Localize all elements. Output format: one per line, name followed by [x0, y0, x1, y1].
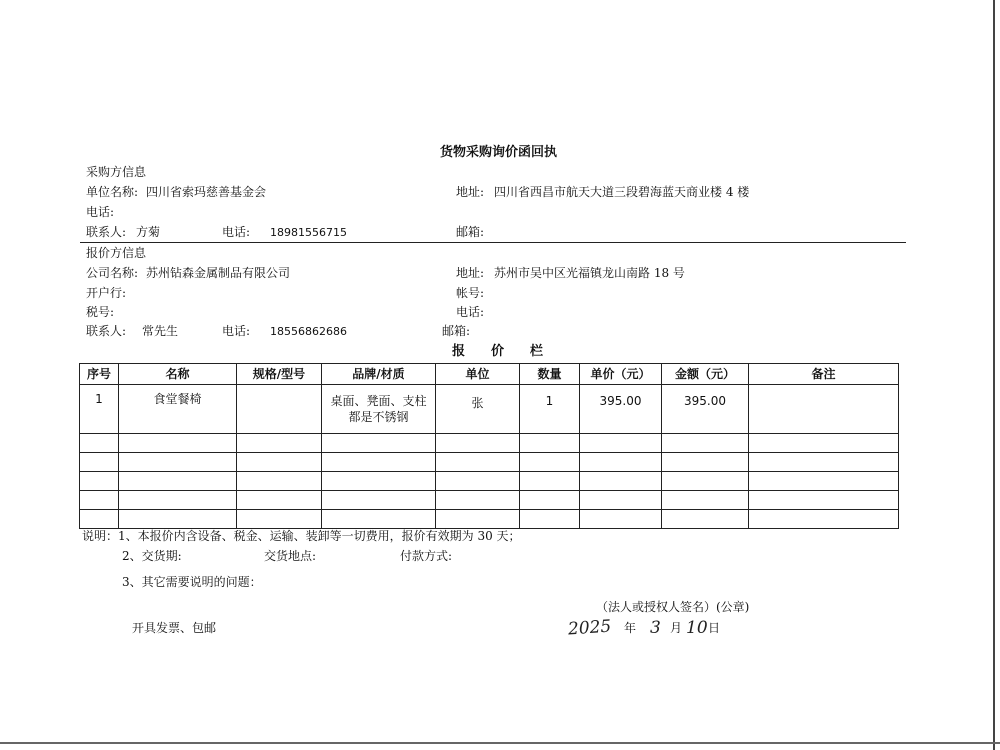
header-brand: 品牌/材质 [322, 364, 436, 385]
seller-company-label: 公司名称: [86, 266, 139, 280]
table-row [80, 453, 899, 472]
header-note: 备注 [749, 364, 899, 385]
quote-section-header: 报 价 栏 [452, 344, 544, 359]
buyer-contact-phone-label: 电话: [222, 225, 251, 239]
note-1: 说明：1、本报价内含设备、税金、运输、装卸等一切费用，报价有效期为 30 天； [82, 529, 521, 543]
page-edge-bottom [0, 742, 1000, 744]
seller-section-label: 报价方信息 [86, 246, 147, 260]
cell-note [749, 385, 899, 434]
note-3: 3、其它需要说明的问题： [122, 575, 262, 589]
handwritten-day: 10 [686, 618, 708, 638]
cell-qty: 1 [520, 385, 580, 434]
cell-brand-line1: 桌面、凳面、支柱 [330, 393, 427, 408]
month-unit: 月 [670, 621, 683, 635]
section-divider [80, 242, 906, 243]
seller-tax-label: 税号: [86, 305, 115, 319]
header-amount: 金额（元） [662, 364, 749, 385]
seller-bank-label: 开户行: [86, 286, 127, 300]
cell-brand-line2: 都是不锈钢 [348, 410, 409, 424]
cell-brand [322, 385, 436, 434]
buyer-contact-phone: 18981556715 [270, 226, 347, 239]
buyer-email-label: 邮箱: [456, 225, 485, 239]
buyer-address: 四川省西昌市航天大道三段碧海蓝天商业楼 4 楼 [494, 185, 750, 199]
buyer-section-label: 采购方信息 [86, 165, 147, 179]
seller-contact-phone-label: 电话: [222, 324, 251, 338]
seller-account-label: 帐号: [456, 286, 485, 300]
header-qty: 数量 [520, 364, 580, 385]
header-price: 单价（元） [580, 364, 662, 385]
extra-note: 开具发票、包邮 [132, 621, 217, 635]
seller-address-label: 地址: [456, 266, 485, 280]
header-name: 名称 [119, 364, 237, 385]
cell-unit: 张 [436, 385, 520, 434]
buyer-address-label: 地址: [456, 185, 485, 199]
buyer-phone-label: 电话: [86, 205, 115, 219]
document-title: 货物采购询价函回执 [440, 145, 558, 160]
note-2-delivery-period: 2、交货期: [122, 549, 182, 563]
buyer-unit-name: 四川省索玛慈善基金会 [146, 185, 267, 199]
table-row [80, 472, 899, 491]
day-unit: 日 [708, 621, 721, 635]
cell-no: 1 [80, 385, 119, 434]
table-row [80, 434, 899, 453]
table-header-row [80, 364, 899, 385]
header-no: 序号 [80, 364, 119, 385]
quote-table [79, 363, 899, 529]
seller-contact: 常先生 [142, 324, 179, 338]
cell-amount: 395.00 [662, 385, 749, 434]
buyer-contact-label: 联系人: [86, 225, 127, 239]
seller-address: 苏州市吴中区光福镇龙山南路 18 号 [494, 266, 685, 280]
year-unit: 年 [624, 621, 637, 635]
cell-price: 395.00 [580, 385, 662, 434]
seller-company: 苏州钻森金属制品有限公司 [146, 266, 291, 280]
page-edge-right [993, 0, 995, 750]
table-row [80, 510, 899, 529]
signature-label: （法人或授权人签名）(公章) [596, 600, 750, 614]
seller-contact-phone: 18556862686 [270, 325, 347, 338]
buyer-unit-name-label: 单位名称: [86, 185, 139, 199]
buyer-contact: 方菊 [136, 225, 161, 239]
handwritten-month: 3 [650, 618, 661, 638]
seller-contact-label: 联系人: [86, 324, 127, 338]
table-row [80, 385, 899, 434]
table-row [80, 491, 899, 510]
note-2-delivery-location: 交货地点: [264, 549, 317, 563]
seller-email-label: 邮箱: [442, 324, 471, 338]
cell-spec [237, 385, 322, 434]
header-unit: 单位 [436, 364, 520, 385]
header-spec: 规格/型号 [237, 364, 322, 385]
cell-name: 食堂餐椅 [119, 385, 237, 434]
seller-phone-label: 电话: [456, 305, 485, 319]
note-2-payment-method: 付款方式: [400, 549, 453, 563]
handwritten-year: 2025 [567, 616, 612, 640]
